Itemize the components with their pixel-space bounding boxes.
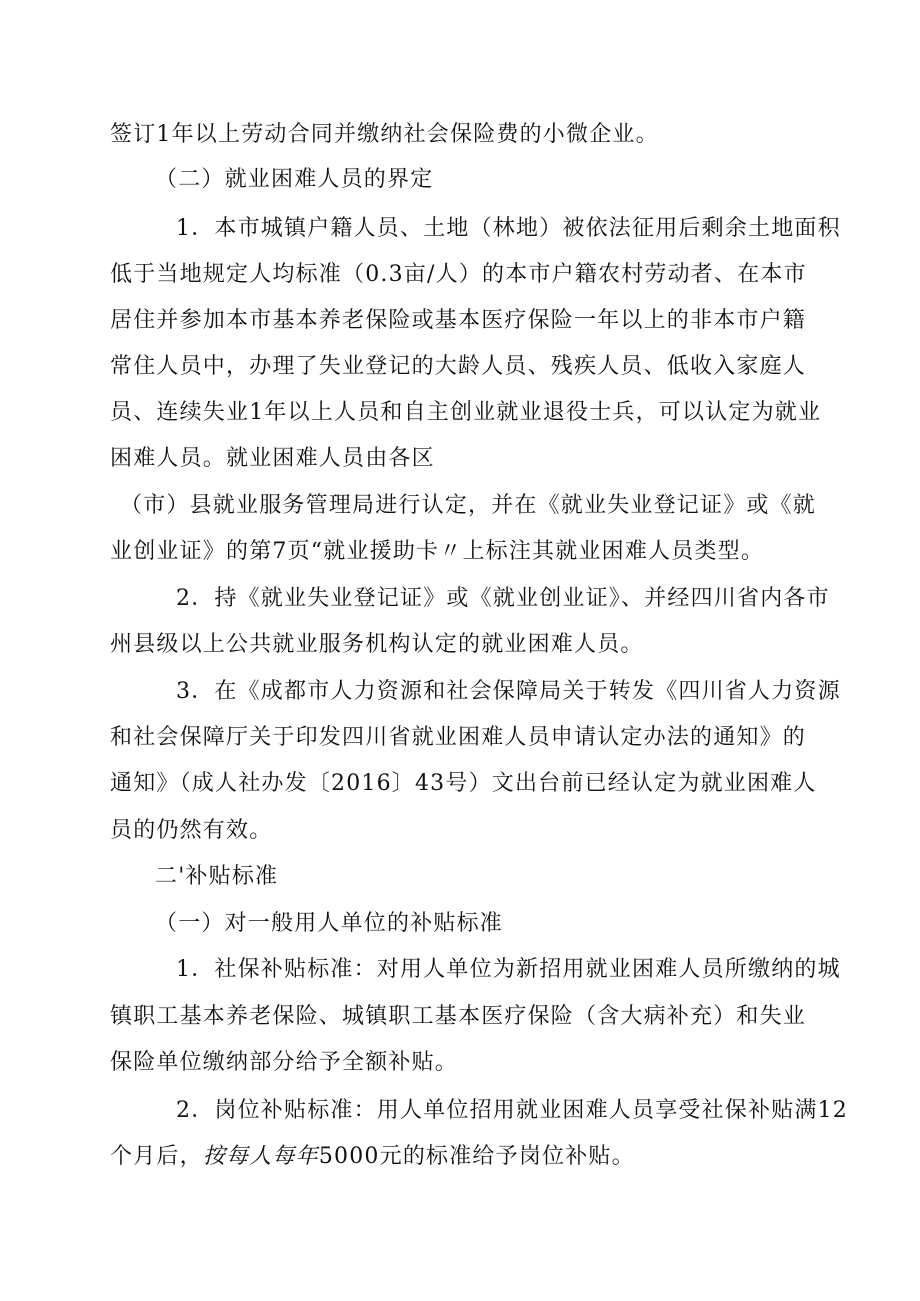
paragraph-line: 镇职工基本养老保险、城镇职工基本医疗保险（含大病补充）和失业: [110, 1004, 807, 1029]
paragraph-line: 1．本市城镇户籍人员、土地（林地）被依法征用后剩余土地面积: [176, 216, 841, 241]
section-heading: （一）对一般用人单位的补贴标准: [155, 911, 504, 936]
paragraph-line: 员、连续失业1年以上人员和自主创业就业退役士兵，可以认定为就业: [110, 400, 822, 425]
paragraph-line: 州县级以上公共就业服务机构认定的就业困难人员。: [110, 632, 644, 657]
text-run: 个月后，: [110, 1144, 203, 1169]
paragraph-line: 通知》（成人社办发〔2016〕43号）文出台前已经认定为就业困难人: [110, 771, 817, 796]
text-run: 5000元的标准给予岗位补贴。: [318, 1144, 635, 1169]
paragraph-line: 2．岗位补贴标准：用人单位招用就业困难人员享受社保补贴满12: [176, 1098, 848, 1123]
paragraph-line: 居住并参加本市基本养老保险或基本医疗保险一年以上的非本市户籍: [110, 308, 807, 333]
paragraph-line: 低于当地规定人均标准（0.3亩/人）的本市户籍农村劳动者、在本市: [110, 262, 807, 287]
paragraph-line: 签订1年以上劳动合同并缴纳社会保险费的小微企业。: [110, 122, 659, 147]
paragraph-line: 和社会保障厅关于印发四川省就业困难人员申请认定办法的通知》的: [110, 725, 807, 750]
paragraph-line: [0, 1142, 920, 1172]
paragraph-line: 保险单位缴纳部分给予全额补贴。: [110, 1050, 459, 1075]
paragraph-line: 常住人员中，办理了失业登记的大龄人员、残疾人员、低收入家庭人: [110, 354, 807, 379]
paragraph-line: （市）县就业服务管理局进行认定，并在《就业失业登记证》或《就: [120, 493, 817, 518]
paragraph-line: 1．社保补贴标准：对用人单位为新招用就业困难人员所缴纳的城: [176, 957, 841, 982]
section-heading: 二'补贴标准: [155, 864, 279, 889]
paragraph-line: 困难人员。就业困难人员由各区: [110, 446, 435, 471]
paragraph-line: 员的仍然有效。: [110, 818, 273, 843]
italic-text-run: 按每人每年: [202, 1144, 319, 1169]
paragraph-line: 3．在《成都市人力资源和社会保障局关于转发《四川省人力资源: [176, 679, 841, 704]
section-heading: （二）就业困难人员的界定: [155, 167, 434, 192]
paragraph-line: 2．持《就业失业登记证》或《就业创业证》、并经四川省内各市: [176, 586, 830, 611]
paragraph-line: 业创业证》的第7页“就业援助卡〃上标注其就业困难人员类型。: [110, 539, 765, 564]
